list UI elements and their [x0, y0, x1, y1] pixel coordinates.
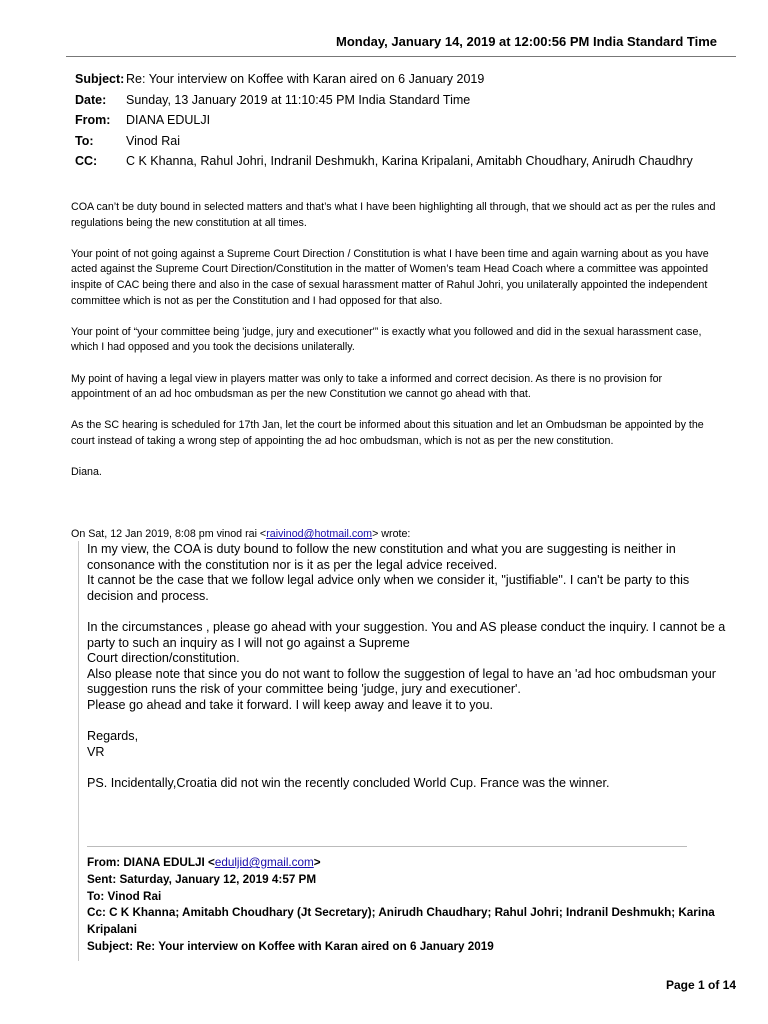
fwd-sent: Sent: Saturday, January 12, 2019 4:57 PM	[87, 872, 317, 886]
from-label: From:	[75, 113, 111, 127]
body-signoff: Diana.	[71, 466, 102, 479]
subject-row	[75, 69, 715, 90]
fwd-from-suffix: >	[313, 856, 321, 869]
quoted-text	[87, 542, 732, 792]
sender-email-link[interactable]: raivinod@hotmail.com	[266, 528, 373, 540]
fwd-email-link[interactable]: eduljid@gmail.com	[214, 856, 314, 869]
fwd-subject: Subject: Re: Your interview on Koffee with Karan aired on 6 January 2019	[87, 939, 494, 953]
cc-row	[75, 151, 715, 172]
subject-value: Re: Your interview on Koffee with Karan aired on 6 January 2019	[126, 72, 485, 86]
quote-initials: VR	[87, 744, 105, 759]
quote-intro	[71, 527, 410, 542]
from-value: DIANA EDULJI	[126, 113, 211, 127]
body-paragraph-2: Your point of not going against a Supreme Court Direction / Constitution is what I have been time and again warning about as you have acted against the Supreme Court Direction/Constitution in the matter of Women’s team Head Coach where a committee was appointed inspite of CAC being there and also in the case of sexual harassment matter of Rahul Johri, you unilaterally appointed the independent committee which is not as per the Constitution and I had opposed for that also.	[71, 247, 709, 307]
page-number: Page 1 of 14	[666, 978, 737, 992]
quote-intro-suffix: > wrote:	[372, 528, 411, 540]
forward-divider	[87, 846, 687, 847]
quote-line-2c: Also please note that since you do not want to follow the suggestion of legal to have an 'ad hoc ombudsman your suggestion runs the risk of your committee being 'judge, jury and executioner'.	[87, 666, 716, 697]
to-value: Vinod Rai	[126, 133, 180, 148]
subject-label: Subject:	[75, 72, 125, 86]
fwd-to: To: Vinod Rai	[87, 889, 162, 903]
quote-line-2a: In the circumstances , please go ahead with your suggestion. You and AS please conduct the inquiry. I cannot be a party to such an inquiry as I will not go against a Supreme	[87, 619, 726, 650]
cc-value: C K Khanna, Rahul Johri, Indranil Deshmukh, Karina Kripalani, Amitabh Choudhary, Anirudh Chaudhry	[126, 154, 693, 168]
fwd-from-row	[87, 855, 737, 872]
to-row	[75, 131, 715, 152]
body-paragraph-3: Your point of “your committee being 'judge, jury and executioner'” is exactly what you followed and did in the sexual harassment case, which I had opposed and you took the decisions unilaterally.	[71, 325, 702, 354]
email-body	[71, 200, 721, 496]
quoted-message	[78, 541, 739, 961]
date-row	[75, 90, 715, 111]
quote-line-1b: It cannot be the case that we follow legal advice only when we consider it, "justifiable". I can't be party to this decision and process.	[87, 573, 690, 603]
date-label: Date:	[75, 92, 107, 107]
quote-intro-prefix: On Sat, 12 Jan 2019, 8:08 pm vinod rai <	[71, 528, 267, 540]
from-row	[75, 110, 715, 131]
header-divider	[66, 56, 736, 57]
email-metadata	[75, 69, 715, 172]
quote-line-1a: In my view, the COA is duty bound to follow the new constitution and what you are suggesting is neither in consonance with the constitution nor is it as per the legal advice received.	[87, 542, 676, 572]
fwd-cc: Cc: C K Khanna; Amitabh Choudhary (Jt Secretary); Anirudh Chaudhary; Rahul Johri; Indranil Deshmukh; Karina Kripalani	[87, 906, 715, 937]
date-value: Sunday, 13 January 2019 at 11:10:45 PM India Standard Time	[126, 92, 471, 107]
body-paragraph-1: COA can’t be duty bound in selected matters and that’s what I have been highlighting all through, that we should act as per the rules and regulations being the new constitution at all times.	[71, 201, 716, 229]
quote-line-2b: Court direction/constitution.	[87, 651, 240, 666]
quote-regards: Regards,	[87, 729, 139, 744]
to-label: To:	[75, 133, 94, 148]
quote-line-2d: Please go ahead and take it forward. I will keep away and leave it to you.	[87, 697, 494, 712]
body-paragraph-5: As the SC hearing is scheduled for 17th Jan, let the court be informed about this situation and let an Ombudsman be appointed by the court instead of taking a wrong step of appointing the ad hoc ombudsman, which is not as per the new constitution.	[71, 419, 704, 447]
body-paragraph-4: My point of having a legal view in players matter was only to take a informed and correct decision. As there is no provision for appointment of an ad hoc ombudsman as per the new Constitution we cannot go ahead with that.	[71, 372, 663, 401]
cc-label: CC:	[75, 154, 98, 168]
forwarded-header	[87, 855, 737, 956]
fwd-from-prefix: From: DIANA EDULJI <	[87, 856, 215, 869]
quote-ps: PS. Incidentally,Croatia did not win the recently concluded World Cup. France was the winner.	[87, 775, 610, 790]
print-timestamp: Monday, January 14, 2019 at 12:00:56 PM India Standard Time	[336, 34, 717, 49]
